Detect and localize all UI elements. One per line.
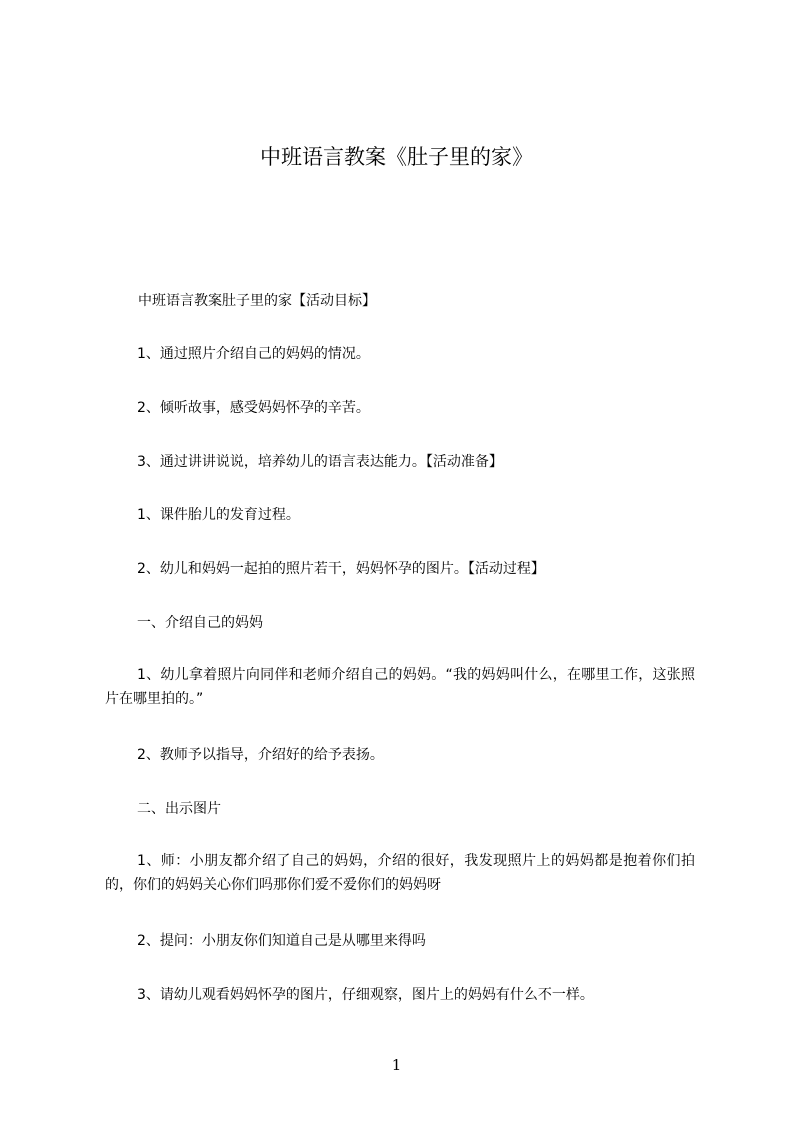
paragraph-prep-2: 2、幼儿和妈妈一起拍的照片若干，妈妈怀孕的图片。【活动过程】 (137, 561, 545, 577)
paragraph-activity-goals: 中班语言教案肚子里的家【活动目标】 (138, 293, 376, 309)
paragraph-pictures-3: 3、请幼儿观看妈妈怀孕的图片，仔细观察，图片上的妈妈有什么不一样。 (137, 987, 594, 1003)
paragraph-prep-1: 1、课件胎儿的发育过程。 (137, 507, 300, 523)
section-heading-show-pictures: 二、出示图片 (137, 801, 221, 817)
document-title: 中班语言教案《肚子里的家》 (260, 145, 533, 169)
paragraph-introduce-2: 2、教师予以指导，介绍好的给予表扬。 (137, 747, 384, 763)
paragraph-goal-1: 1、通过照片介绍自己的妈妈的情况。 (137, 346, 370, 362)
paragraph-pictures-2: 2、提问：小朋友你们知道自己是从哪里来得吗 (137, 933, 426, 949)
paragraph-introduce-1: 1、幼儿拿着照片向同伴和老师介绍自己的妈妈。“我的妈妈叫什么，在哪里工作，这张照片在哪里拍的。” (105, 667, 695, 707)
section-heading-introduce-mother: 一、介绍自己的妈妈 (137, 615, 263, 631)
page-number: 1 (391, 1056, 402, 1074)
paragraph-pictures-1: 1、师：小朋友都介绍了自己的妈妈，介绍的很好，我发现照片上的妈妈都是抱着你们拍的，你们的妈妈关心你们吗那你们爱不爱你们的妈妈呀 (105, 853, 695, 893)
paragraph-goal-3: 3、通过讲讲说说，培养幼儿的语言表达能力。【活动准备】 (137, 454, 503, 470)
paragraph-goal-2: 2、倾听故事，感受妈妈怀孕的辛苦。 (137, 400, 370, 416)
